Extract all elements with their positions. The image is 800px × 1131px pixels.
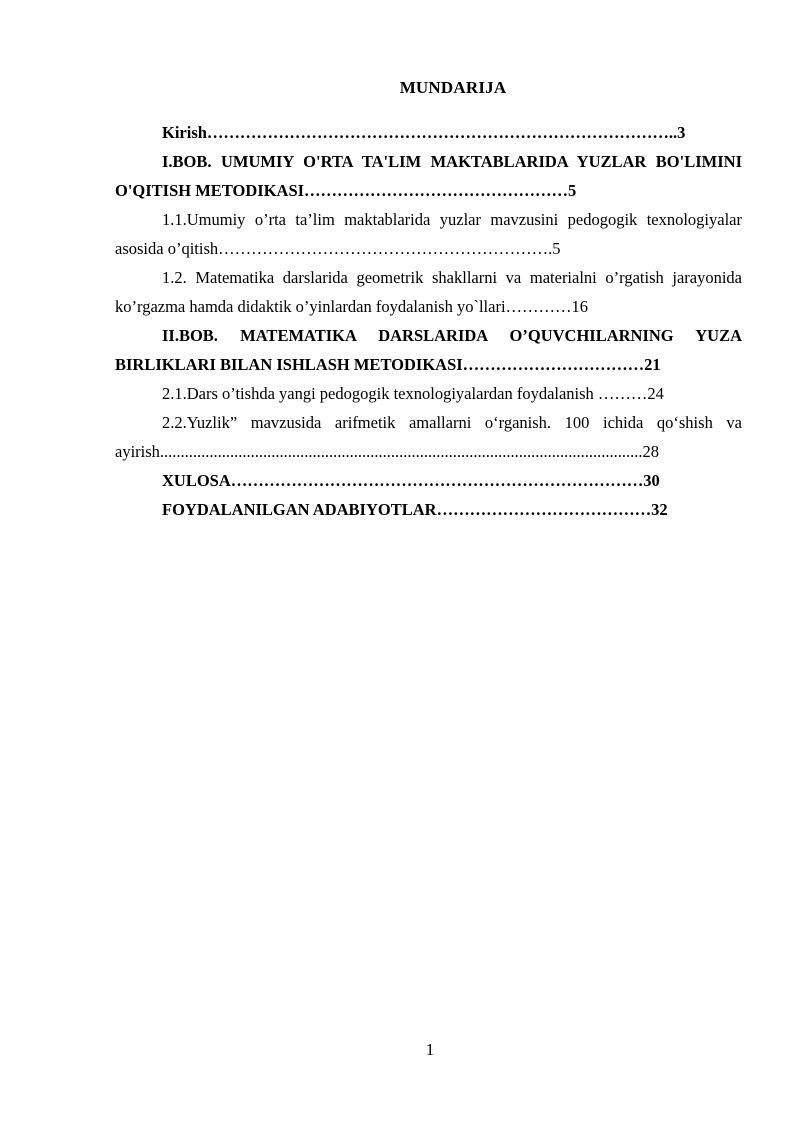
- toc-entry-section-1-1: 1.1.Umumiy o’rta ta’lim maktablarida yuzlar mavzusini pedogogik texnologiyalar asosida o’qitish…………………………………………………….5: [115, 210, 742, 258]
- page-title: MUNDARIJA: [399, 78, 507, 97]
- toc-entry-chapter-2: II.BOB. MATEMATIKA DARSLARIDA O’QUVCHILARNING YUZA BIRLIKLARI BILAN ISHLASH METODIKASI……………………………21: [115, 326, 742, 374]
- toc-entry-section-1-2: 1.2. Matematika darslarida geometrik shakllarni va materialni o’rgatish jarayonida ko’rgazma hamda didaktik o’yinlardan foydalanish yo`llari…………16: [115, 268, 742, 316]
- toc-entry-kirish: Kirish…………………………………………………………………………..3: [162, 123, 686, 142]
- toc-entry-chapter-1: I.BOB. UMUMIY O'RTA TA'LIM MAKTABLARIDA YUZLAR BO'LIMINI O'QITISH METODIKASI…………………………………………5: [115, 152, 742, 200]
- toc-entry-section-2-1: 2.1.Dars o’tishda yangi pedogogik texnologiyalardan foydalanish ………24: [162, 384, 664, 403]
- toc-entry-xulosa: XULOSA…………………………………………………………………30: [162, 471, 660, 490]
- toc-entry-references: FOYDALANILGAN ADABIYOTLAR…………………………………32: [162, 500, 668, 519]
- table-of-contents: [115, 118, 742, 524]
- toc-entry-section-2-2: 2.2.Yuzlik” mavzusida arifmetik amallarni o‘rganish. 100 ichida qo‘shish va ayirish.....................................................................................................................28: [115, 413, 742, 461]
- page-number: 1: [425, 1040, 435, 1059]
